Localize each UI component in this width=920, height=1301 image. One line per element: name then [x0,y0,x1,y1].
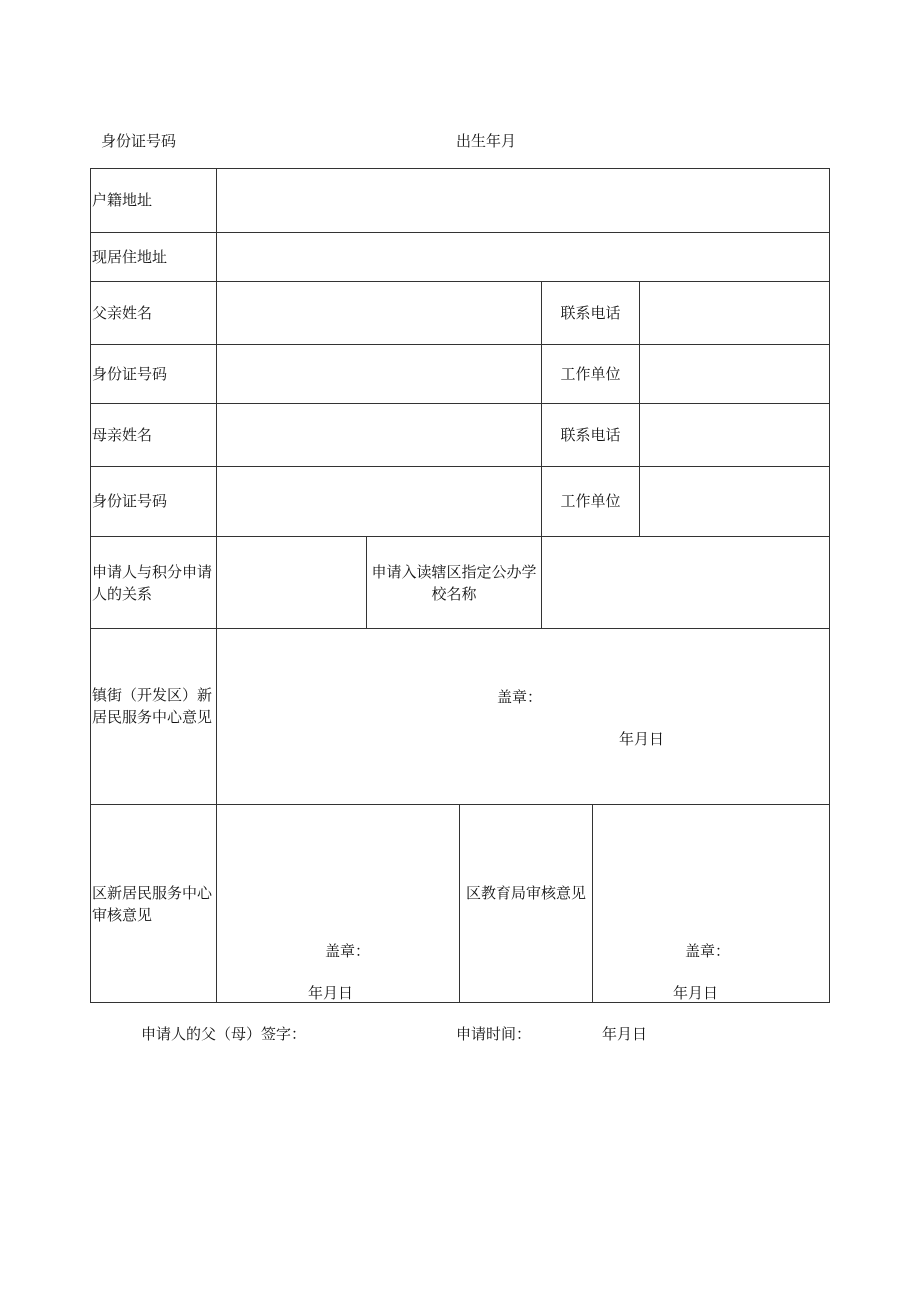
row-line [90,403,830,404]
mother-name-field[interactable] [218,405,540,465]
table-border-left [90,168,91,1003]
district-center-date-label: 年月日 [308,984,354,1002]
town-date-label: 年月日 [619,730,665,748]
row-line [90,536,830,537]
row-line [90,628,830,629]
parent-signature-label: 申请人的父（母）签字： [141,1025,307,1043]
edu-bureau-seal-label: 盖章： [685,942,731,960]
table-border-right [829,168,830,1003]
col-line [216,168,217,1003]
school-label: 申请入读辖区指定公办学校名称 [371,563,537,603]
relation-field[interactable] [218,538,365,627]
district-center-seal-label: 盖章： [325,942,371,960]
edu-bureau-label: 区教育局审核意见 [465,884,586,902]
father-name-field[interactable] [218,283,540,343]
apply-date-label: 年月日 [602,1025,648,1043]
col-line [541,536,542,629]
father-phone-field[interactable] [641,283,828,343]
mother-id-field[interactable] [218,468,540,535]
father-work-label: 工作单位 [560,365,621,383]
row-line [90,804,830,805]
father-phone-label: 联系电话 [560,304,621,322]
town-seal-label: 盖章： [497,688,543,706]
edu-bureau-date-label: 年月日 [673,984,719,1002]
father-id-field[interactable] [218,346,540,402]
current-address-field[interactable] [218,234,828,280]
district-center-label: 区新居民服务中心审核意见 [92,884,213,924]
row-line [90,344,830,345]
mother-phone-field[interactable] [641,405,828,465]
row-line [90,232,830,233]
row-line [90,281,830,282]
table-border-bottom [90,1002,830,1003]
col-line [459,804,460,1003]
father-id-label: 身份证号码 [92,365,168,383]
father-work-field[interactable] [641,346,828,402]
household-address-label: 户籍地址 [92,191,153,209]
town-opinion-label: 镇街（开发区）新居民服务中心意见 [92,686,213,726]
current-address-label: 现居住地址 [92,248,168,266]
birth-date-header-label: 出生年月 [456,132,517,150]
school-field[interactable] [543,538,828,627]
col-line [366,536,367,629]
relation-label: 申请人与积分申请人的关系 [92,563,213,603]
mother-id-label: 身份证号码 [92,492,168,510]
col-line [639,281,640,537]
table-border-top [90,168,830,169]
row-line [90,466,830,467]
id-number-header-label: 身份证号码 [101,132,177,150]
father-name-label: 父亲姓名 [92,304,153,322]
apply-time-label: 申请时间： [456,1025,532,1043]
household-address-field[interactable] [218,170,828,231]
col-line [592,804,593,1003]
mother-work-field[interactable] [641,468,828,535]
mother-phone-label: 联系电话 [560,426,621,444]
mother-work-label: 工作单位 [560,492,621,510]
mother-name-label: 母亲姓名 [92,426,153,444]
